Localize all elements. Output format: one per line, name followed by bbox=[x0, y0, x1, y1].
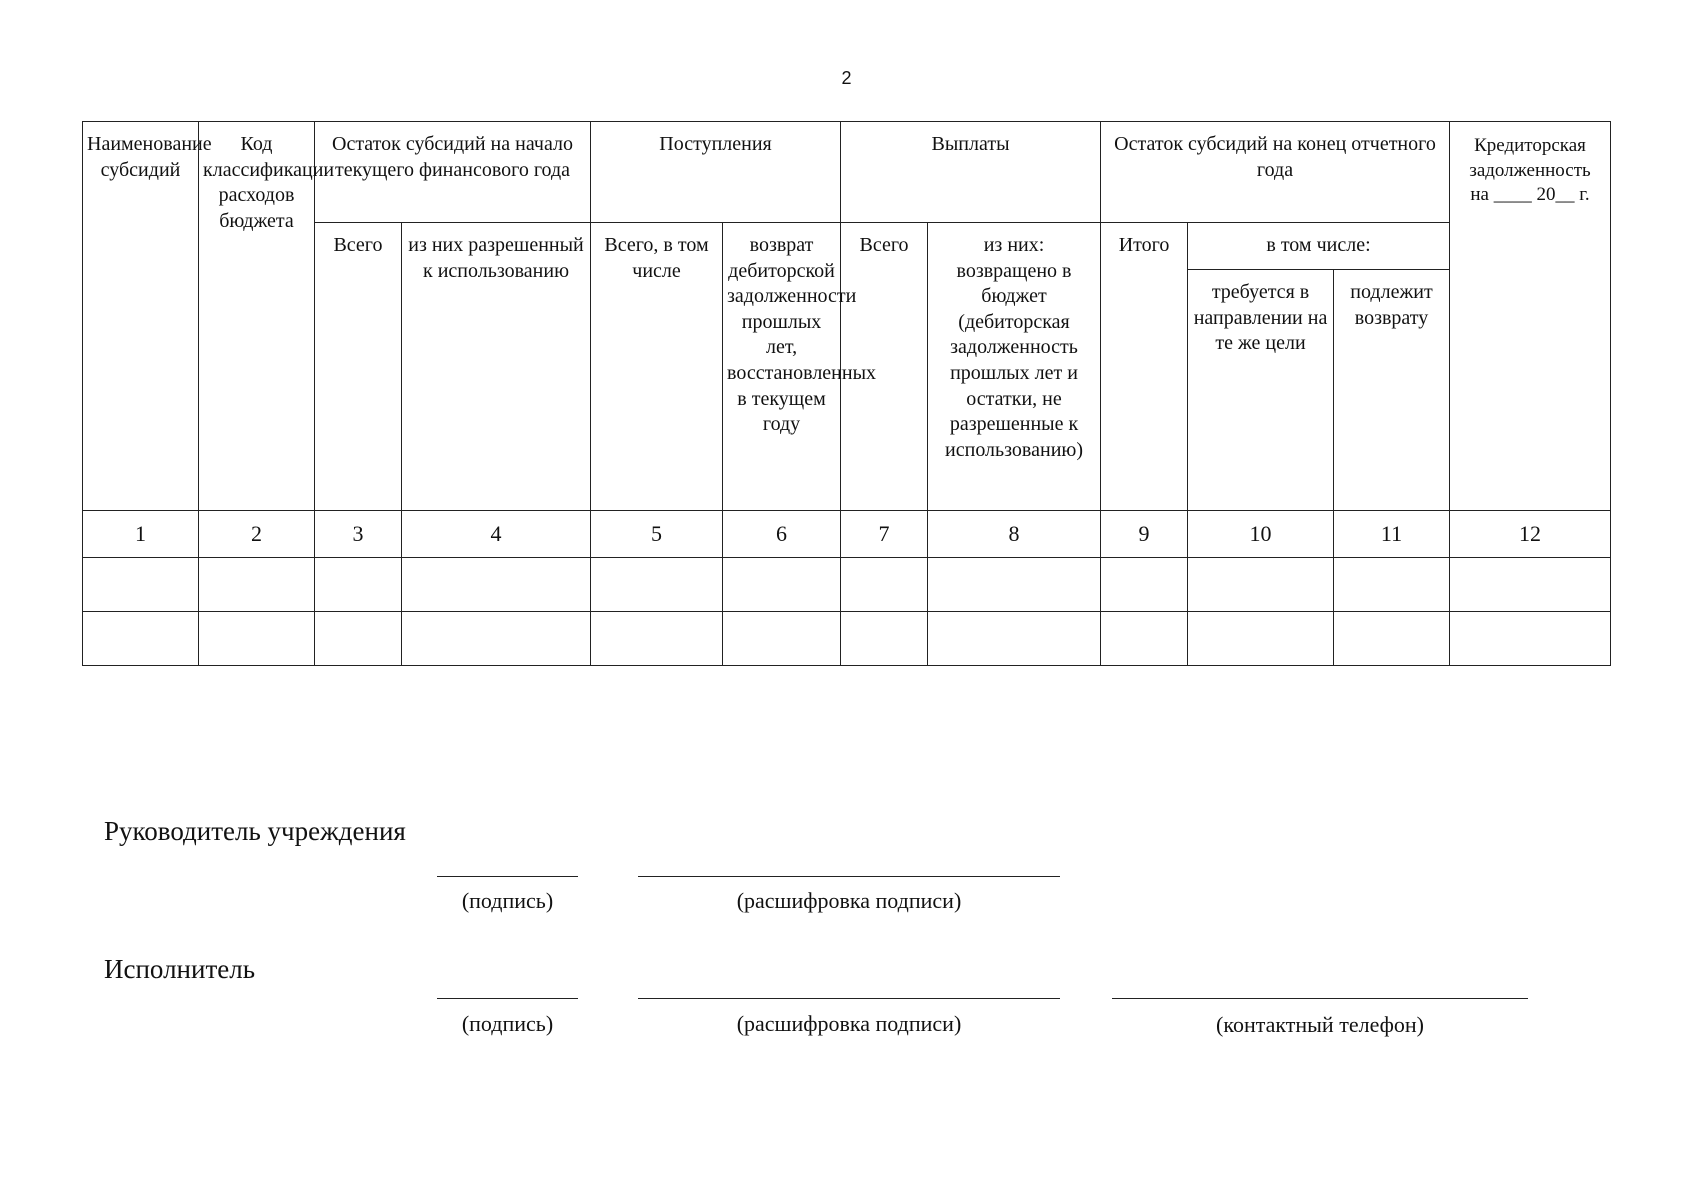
executor-phone-caption: (контактный телефон) bbox=[1216, 1012, 1424, 1037]
table-cell[interactable] bbox=[591, 558, 723, 612]
head-decoding-caption: (расшифровка подписи) bbox=[736, 888, 962, 913]
table-row bbox=[83, 558, 1611, 612]
executor-decoding-line bbox=[638, 998, 1060, 999]
column-number: 4 bbox=[402, 511, 591, 558]
header-subsidy-name: Наименование субсидий bbox=[83, 122, 199, 511]
header-classification-code: Код классификации расходов бюджета bbox=[199, 122, 315, 511]
table-cell[interactable] bbox=[1188, 612, 1334, 666]
table-cell[interactable] bbox=[1188, 558, 1334, 612]
header-receipts-total: Всего, в том числе bbox=[591, 223, 723, 511]
table-cell[interactable] bbox=[723, 558, 841, 612]
table-row bbox=[83, 612, 1611, 666]
table-cell[interactable] bbox=[1334, 612, 1450, 666]
header-balance-end-total: Итого bbox=[1101, 223, 1188, 511]
header-required-same-goals: требуется в направлении на те же цели bbox=[1188, 270, 1334, 511]
table-cell[interactable] bbox=[928, 558, 1101, 612]
table-cell[interactable] bbox=[199, 612, 315, 666]
header-payments-total: Всего bbox=[841, 223, 928, 511]
table-cell[interactable] bbox=[591, 612, 723, 666]
head-signature-caption: (подпись) bbox=[461, 888, 554, 913]
table-cell[interactable] bbox=[723, 612, 841, 666]
table-cell[interactable] bbox=[1334, 558, 1450, 612]
table-cell[interactable] bbox=[1450, 612, 1611, 666]
table-cell[interactable] bbox=[1450, 558, 1611, 612]
executor-label: Исполнитель bbox=[104, 954, 256, 984]
column-number: 5 bbox=[591, 511, 723, 558]
header-balance-start: Остаток субсидий на начало текущего финансового года bbox=[315, 122, 591, 223]
head-decoding-line bbox=[638, 876, 1060, 877]
column-number: 6 bbox=[723, 511, 841, 558]
credit-debt-date: на ____ 20__ г. bbox=[1470, 184, 1590, 206]
header-receivables-refund: возврат дебиторской задолженности прошлых лет, восстановленных в текущем году bbox=[723, 223, 841, 511]
header-balance-start-total: Всего bbox=[315, 223, 402, 511]
table-cell[interactable] bbox=[315, 558, 402, 612]
header-balance-end: Остаток субсидий на конец отчетного года bbox=[1101, 122, 1450, 223]
table-cell[interactable] bbox=[1101, 558, 1188, 612]
column-number: 3 bbox=[315, 511, 402, 558]
head-of-institution-label: Руководитель учреждения bbox=[104, 816, 406, 846]
column-number: 12 bbox=[1450, 511, 1611, 558]
executor-signature-caption: (подпись) bbox=[461, 1011, 554, 1036]
table-cell[interactable] bbox=[841, 558, 928, 612]
table-cell[interactable] bbox=[315, 612, 402, 666]
column-number: 10 bbox=[1188, 511, 1334, 558]
column-number: 11 bbox=[1334, 511, 1450, 558]
table-cell[interactable] bbox=[199, 558, 315, 612]
header-receipts: Поступления bbox=[591, 122, 841, 223]
column-number: 1 bbox=[83, 511, 199, 558]
page-number: 2 bbox=[841, 68, 852, 88]
executor-phone-line bbox=[1112, 998, 1528, 999]
column-number: 2 bbox=[199, 511, 315, 558]
table-cell[interactable] bbox=[402, 612, 591, 666]
header-to-be-returned: подлежит возврату bbox=[1334, 270, 1450, 511]
executor-signature-line bbox=[437, 998, 578, 999]
header-credit-debt bbox=[1450, 122, 1611, 511]
credit-debt-title: Кредиторская задолженность bbox=[1469, 135, 1591, 181]
table-cell[interactable] bbox=[83, 558, 199, 612]
header-payments: Выплаты bbox=[841, 122, 1101, 223]
column-number: 7 bbox=[841, 511, 928, 558]
header-allowed-for-use: из них разрешенный к использованию bbox=[402, 223, 591, 511]
column-numbers-row bbox=[83, 511, 1611, 558]
column-number: 8 bbox=[928, 511, 1101, 558]
header-including: в том числе: bbox=[1188, 223, 1450, 270]
header-returned-to-budget: из них: возвращено в бюджет (дебиторская задолженность прошлых лет и остатки, не разрешенные к использованию) bbox=[928, 223, 1101, 511]
table-cell[interactable] bbox=[841, 612, 928, 666]
head-signature-line bbox=[437, 876, 578, 877]
table-cell[interactable] bbox=[928, 612, 1101, 666]
table-cell[interactable] bbox=[402, 558, 591, 612]
column-number: 9 bbox=[1101, 511, 1188, 558]
table-cell[interactable] bbox=[1101, 612, 1188, 666]
table-cell[interactable] bbox=[83, 612, 199, 666]
executor-decoding-caption: (расшифровка подписи) bbox=[736, 1011, 962, 1036]
subsidy-report-table bbox=[82, 121, 1611, 666]
